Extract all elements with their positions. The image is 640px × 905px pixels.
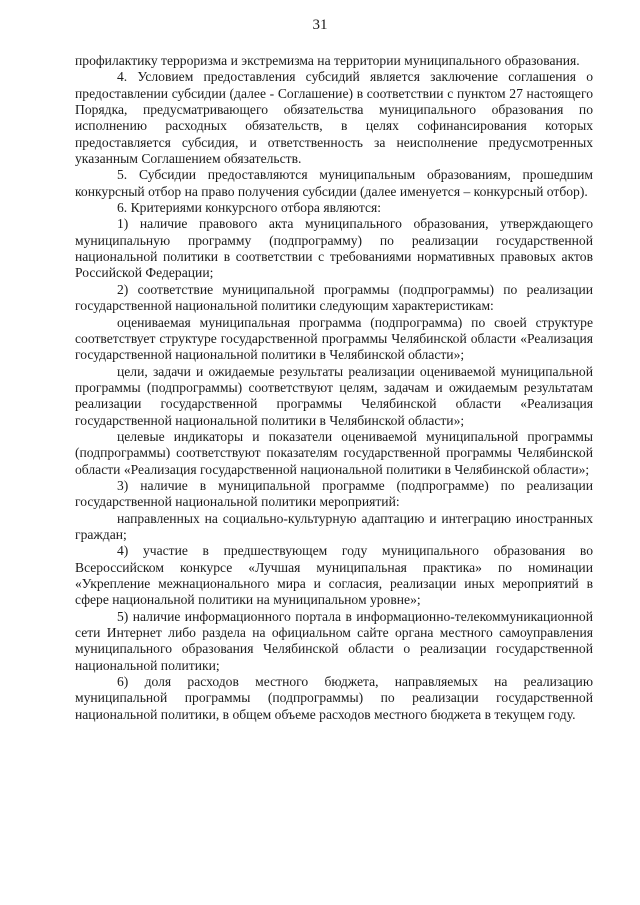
- criterion-3: 3) наличие в муниципальной программе (подпрограмме) по реализации государственной национальной политики мероприятий:: [75, 477, 593, 510]
- criterion-1: 1) наличие правового акта муниципального образования, утверждающего муниципальную программу (подпрограмму) по реализации государственной национальной политики в соответствии с требованиями нормативных правовых актов Российской Федерации;: [75, 216, 593, 281]
- criterion-3-adaptation: направленных на социально-культурную адаптацию и интеграцию иностранных граждан;: [75, 510, 593, 542]
- document-body: [75, 53, 593, 723]
- paragraph-item-5: 5. Субсидии предоставляются муниципальным образованиям, прошедшим конкурсный отбор на право получения субсидии (далее именуется – конкурсный отбор).: [75, 167, 593, 199]
- criterion-6: 6) доля расходов местного бюджета, направляемых на реализацию муниципальной программы (подпрограммы) по реализации государственной национальной политики, в общем объеме расходов местного бюджета в текущем году.: [75, 674, 593, 722]
- paragraph-continuation: профилактику терроризма и экстремизма на территории муниципального образования.: [75, 53, 580, 68]
- criterion-2-structure: оцениваемая муниципальная программа (подпрограмма) по своей структуре соответствует структуре государственной программы Челябинской области «Реализация государственной национальной политики в Челябинской области»;: [75, 314, 593, 363]
- criterion-2: 2) соответствие муниципальной программы (подпрограммы) по реализации государственной национальной политики следующим характеристикам:: [75, 281, 593, 314]
- paragraph-item-4: 4. Условием предоставления субсидий является заключение соглашения о предоставлении субсидии (далее - Соглашение) в соответствии с пунктом 27 настоящего Порядка, предусматривающего обязательства муниципального образования по исполнению расходных обязательств, в целях софинансирования которых предоставляется субсидия, и ответственность за неисполнение предусмотренных указанным Соглашением обязательств.: [75, 69, 593, 167]
- criterion-2-goals: цели, задачи и ожидаемые результаты реализации оцениваемой муниципальной программы (подпрограммы) соответствуют целям, задачам и ожидаемым результатам реализации государственной программы Челябинской области «Реализация государственной национальной политики в Челябинской области»;: [75, 363, 593, 428]
- paragraph-item-6: 6. Критериями конкурсного отбора являются:: [117, 200, 382, 216]
- criterion-2-indicators: целевые индикаторы и показатели оцениваемой муниципальной программы (подпрограммы) соответствуют показателям государственной программы Челябинской области «Реализация государственной национальной политики в Челябинской области»;: [75, 428, 593, 477]
- page-number: 31: [312, 17, 328, 33]
- criterion-4: 4) участие в предшествующем году муниципального образования во Всероссийском конкурсе «Лучшая муниципальная практика» по номинации «Укрепление межнационального мира и согласия, реализации иных мероприятий в сфере национальной политики на муниципальном уровне»;: [75, 543, 593, 608]
- criterion-5: 5) наличие информационного портала в информационно-телекоммуникационной сети Интернет либо раздела на официальном сайте органа местного самоуправления муниципального образования Челябинской области о реализации государственной национальной политики;: [75, 608, 593, 673]
